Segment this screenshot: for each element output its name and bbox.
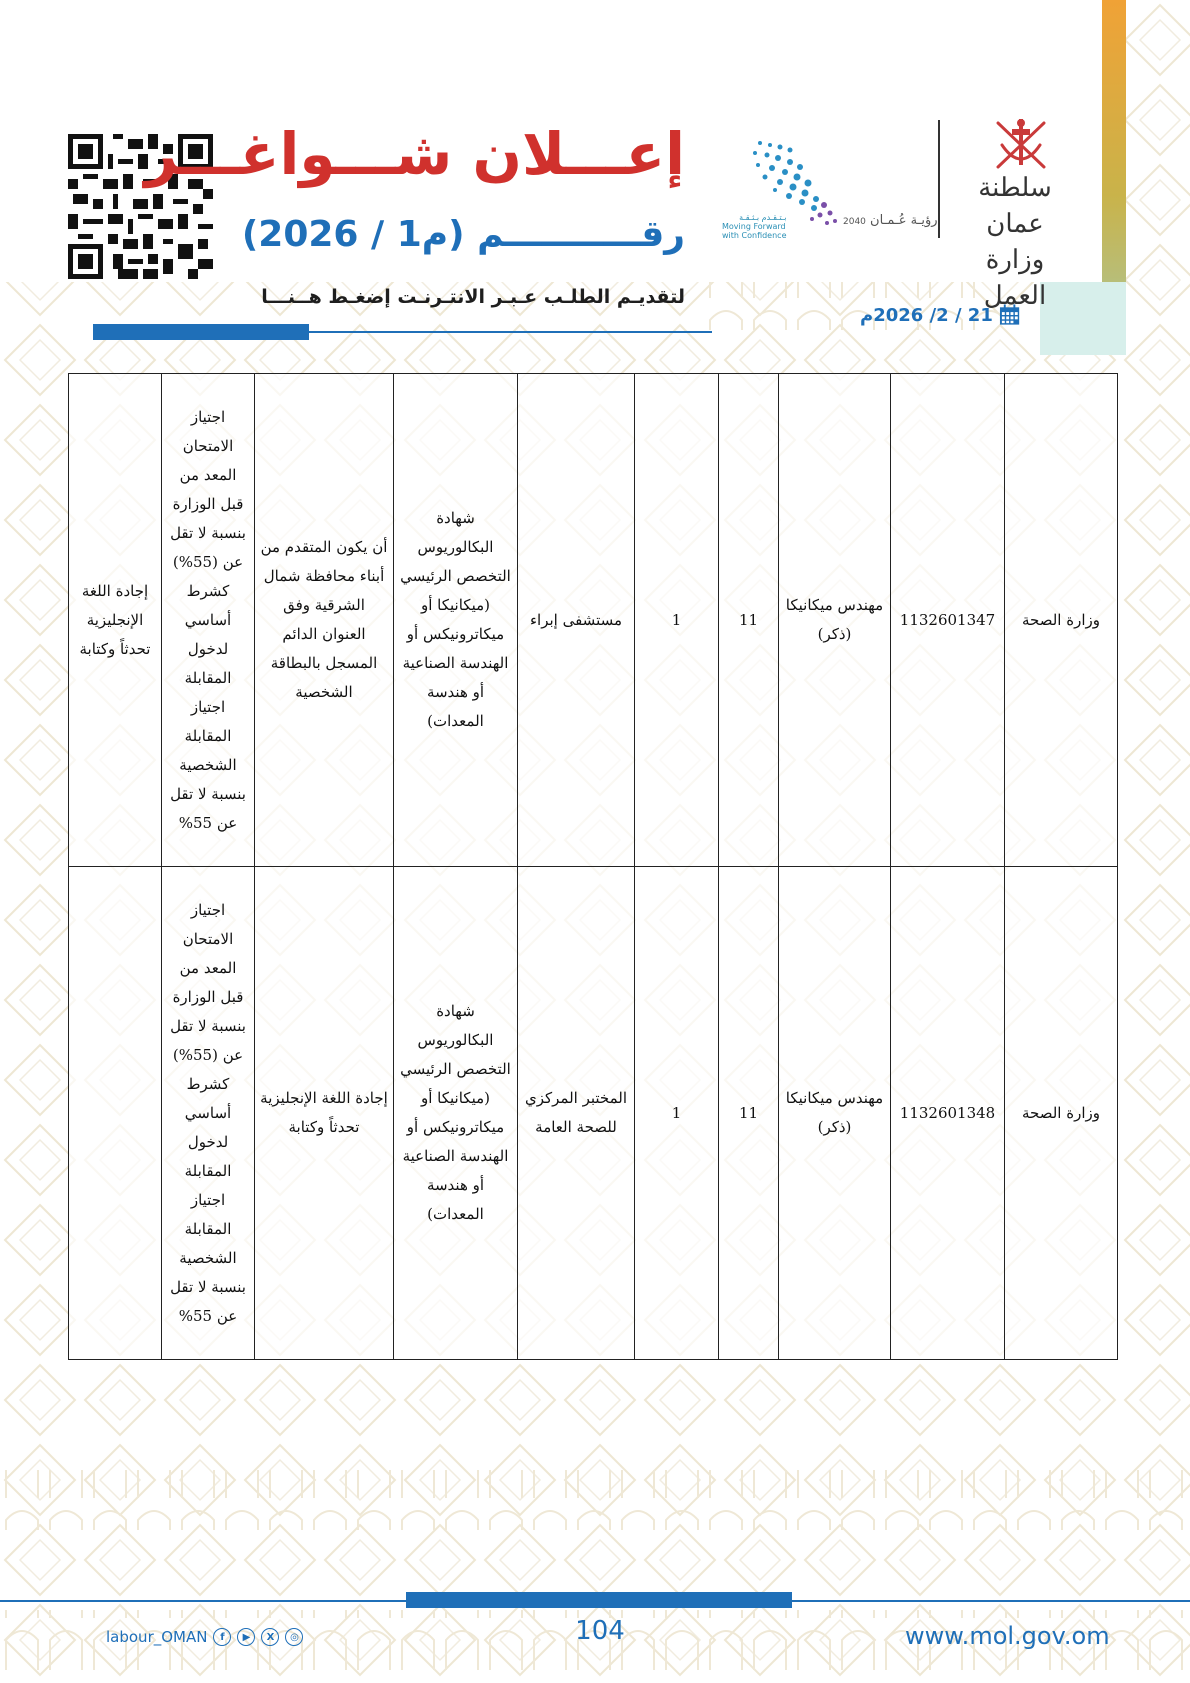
- announcement-number: رقـــــــــــم (م1 / 2026): [241, 214, 685, 255]
- cell-exam: اجتياز الامتحان المعد من قبل الوزارة بنسبة لا تقل عن (55%) كشرط أساسي لدخول المقابلة اجتياز المقابلة الشخصية بنسبة لا تقل عن 55%: [162, 867, 255, 1360]
- facebook-icon[interactable]: f: [213, 1628, 231, 1646]
- page-title: إعـــلان شـــواغـــر: [144, 120, 685, 188]
- cell-entity: وزارة الصحة: [1005, 867, 1118, 1360]
- vision-year: 2040: [843, 217, 866, 227]
- cell-exam: اجتياز الامتحان المعد من قبل الوزارة بنسبة لا تقل عن (55%) كشرط أساسي لدخول المقابلة اجتياز المقابلة الشخصية بنسبة لا تقل عن 55%: [162, 374, 255, 867]
- oman-emblem-icon: [990, 115, 1052, 175]
- cell-entity: وزارة الصحة: [1005, 374, 1118, 867]
- cell-count: 1: [635, 867, 719, 1360]
- tagline-en-1: Moving Forward: [722, 222, 786, 231]
- cell-grade: 11: [719, 867, 779, 1360]
- cell-qualification: شهادة البكالوريوس التخصص الرئيسي (ميكانيكا أو ميكاترونيكس أو الهندسة الصناعية أو هندسة المعدات): [394, 374, 518, 867]
- logo-divider: [938, 120, 940, 238]
- ministry-name: [955, 170, 1075, 314]
- cell-grade: 11: [719, 374, 779, 867]
- cell-language: [69, 867, 162, 1360]
- confidence-tagline: [722, 213, 787, 240]
- cell-workplace: مستشفى إبراء: [518, 374, 635, 867]
- apply-online-link[interactable]: لتقديـم الطلـب عـبـر الانتـرنـت إضغـط هــنـــا: [261, 286, 685, 308]
- cell-workplace: المختبر المركزي للصحة العامة: [518, 867, 635, 1360]
- footer-bar: [406, 1592, 792, 1608]
- jobs-table: [68, 373, 1118, 1360]
- instagram-icon[interactable]: ◎: [285, 1628, 303, 1646]
- ministry-line-1: سلطنة عمان: [978, 173, 1052, 239]
- cell-conditions: إجادة اللغة الإنجليزية تحدثاً وكتابة: [255, 867, 394, 1360]
- ministry-line-2: وزارة العمل: [983, 245, 1047, 311]
- cell-qualification: شهادة البكالوريوس التخصص الرئيسي (ميكانيكا أو ميكاترونيكس أو الهندسة الصناعية أو هندسة المعدات): [394, 867, 518, 1360]
- website-link[interactable]: www.mol.gov.om: [905, 1622, 1110, 1650]
- social-handle[interactable]: labour_OMAN: [106, 1628, 208, 1646]
- cell-job-title: مهندس ميكانيكا (ذكر): [779, 867, 891, 1360]
- youtube-icon[interactable]: ▶: [237, 1628, 255, 1646]
- social-links: [106, 1628, 336, 1646]
- header-underline-thick: [93, 324, 309, 340]
- vision-label: رؤيـة عُـمـان: [870, 213, 938, 228]
- cell-count: 1: [635, 374, 719, 867]
- x-icon[interactable]: X: [261, 1628, 279, 1646]
- cell-job-title: مهندس ميكانيكا (ذكر): [779, 374, 891, 867]
- cell-code: 1132601347: [891, 374, 1005, 867]
- vision-text: [843, 213, 938, 228]
- tagline-en-2: with Confidence: [722, 231, 787, 240]
- table-row: [69, 374, 1118, 867]
- cell-code: 1132601348: [891, 867, 1005, 1360]
- table-row: [69, 867, 1118, 1360]
- cell-language: إجادة اللغة الإنجليزية تحدثاً وكتابة: [69, 374, 162, 867]
- page-number: 104: [575, 1616, 625, 1646]
- tagline-ar: بـتـقـدم بـثـقـة: [739, 213, 787, 222]
- date-text: 21 / 2/ 2026م: [860, 304, 993, 326]
- cell-conditions: أن يكون المتقدم من أبناء محافظة شمال الشرقية وفق العنوان الدائم المسجل بالبطاقة الشخصية: [255, 374, 394, 867]
- header-underline-thin: [309, 331, 712, 333]
